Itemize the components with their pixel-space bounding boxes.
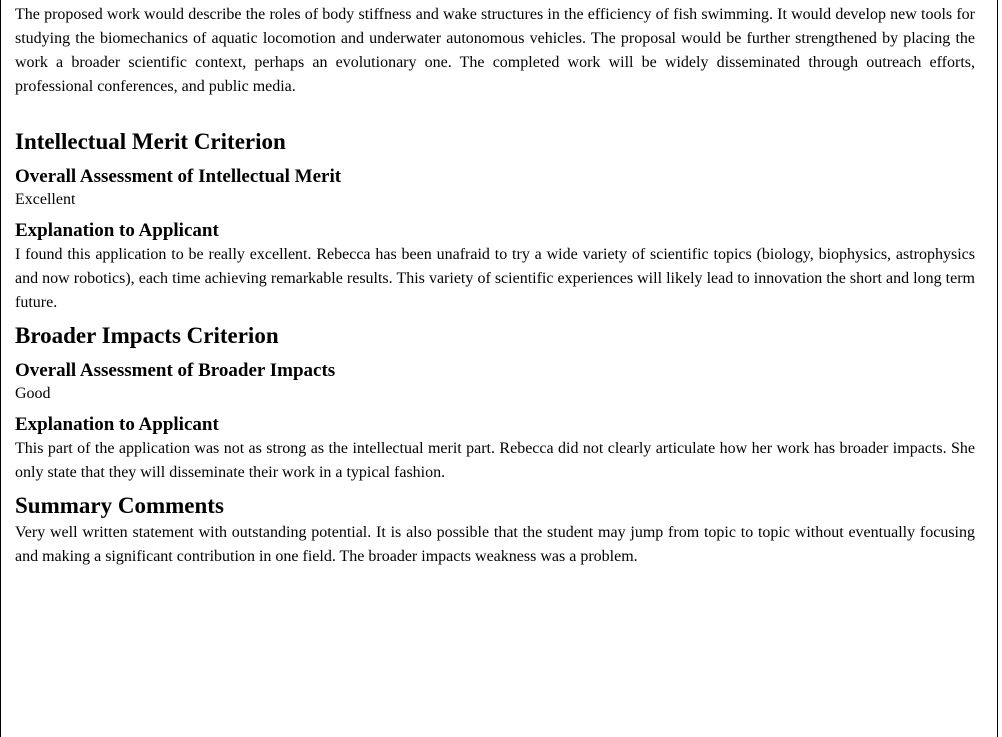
broader-impacts-section	[15, 321, 975, 485]
intellectual-merit-explanation-text: I found this application to be really excellent. Rebecca has been unafraid to try a wide variety of scientific topics (biology, biophysics, astrophysics and now robotics), each time achieving remarkable results. This variety of scientific experiences will likely lead to innovation the short and long term future.	[15, 246, 975, 311]
intellectual-merit-assessment-value: Excellent	[15, 191, 76, 208]
summary-section	[15, 491, 975, 569]
broader-impacts-explanation-text: This part of the application was not as strong as the intellectual merit part. Rebecca did not clearly articulate how her work has broader impacts. She only state that they will disseminate their work in a typical fashion.	[15, 440, 975, 481]
intellectual-merit-heading: Intellectual Merit Criterion	[15, 129, 286, 154]
broader-impacts-assessment-heading: Overall Assessment of Broader Impacts	[15, 360, 336, 381]
broader-impacts-explanation-heading: Explanation to Applicant	[15, 414, 219, 435]
summary-heading: Summary Comments	[15, 493, 224, 518]
intellectual-merit-section	[15, 127, 975, 315]
broader-impacts-heading: Broader Impacts Criterion	[15, 323, 279, 348]
summary-text: Very well written statement with outstanding potential. It is also possible that the student may jump from topic to topic without eventually focusing and making a significant contribution in one field. The broader impacts weakness was a problem.	[15, 524, 975, 565]
broader-impacts-assessment-value: Good	[15, 385, 51, 402]
document-content	[15, 0, 975, 569]
intellectual-merit-assessment-heading: Overall Assessment of Intellectual Merit	[15, 166, 342, 187]
intellectual-merit-explanation-heading: Explanation to Applicant	[15, 220, 219, 241]
intro-paragraph: The proposed work would describe the roles of body stiffness and wake structures in the efficiency of fish swimming. It would develop new tools for studying the biomechanics of aquatic locomotion and underwater autonomous vehicles. The proposal would be further strengthened by placing the work a broader scientific context, perhaps an evolutionary one. The completed work will be widely disseminated through outreach efforts, professional conferences, and public media.	[15, 6, 975, 95]
